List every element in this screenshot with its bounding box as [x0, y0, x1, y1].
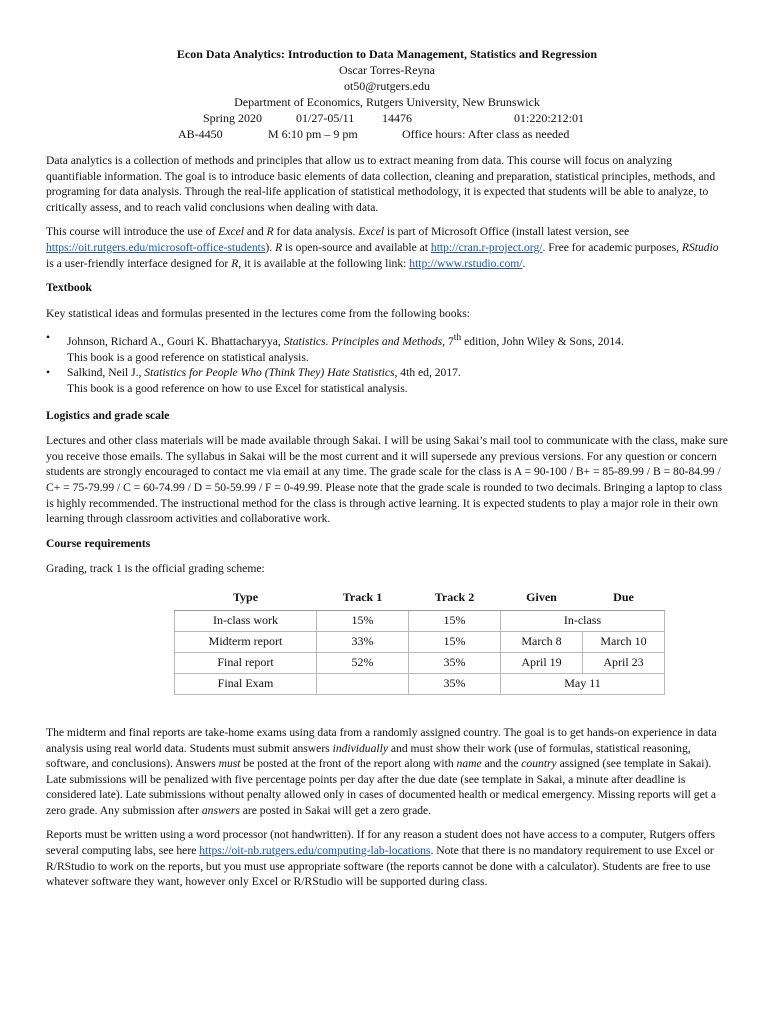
- table-cell: May 11: [501, 673, 665, 694]
- course-header: [46, 46, 728, 142]
- table-cell: March 10: [583, 631, 665, 652]
- text: be posted at the front of the report along with: [240, 757, 457, 771]
- r-term: R: [275, 240, 283, 254]
- instructor-email: ot50@rutgers.edu: [343, 79, 431, 93]
- table-cell: 52%: [317, 652, 409, 673]
- course-code: 01:220:212:01: [514, 111, 585, 125]
- location-row: [46, 126, 728, 142]
- emphasis: country: [521, 757, 557, 771]
- course-title: Econ Data Analytics: Introduction to Data Management, Statistics and Regression: [176, 47, 598, 61]
- logistics-paragraph: Lectures and other class materials will be made available through Sakai. I will be using Sakai’s mail tool to communicate with the class, make sure you receive those emails. The syllabus in Sakai will be the most current and it will supersede any previous versions. For any question or concern students are strongly encouraged to contact me via email at any time. The grade scale for the class is A = 90-100 / B+ = 85-89.99 / B = 80-84.99 / C+ = 75-79.99 / C = 60-74.99 / D = 50-59.99 / F = 0-49.99. Please note that the grade scale is rounded to two decimals. Bringing a laptop to class is highly recommended. The instructional method for the class is through active learning. It is expected students to play a major role in their own learning through classroom activities and collaborative work.: [46, 434, 728, 526]
- text: Reports must be written using a word processor (not handwritten). If for any reason a student does not have access to a computer, Rutgers offers several computing labs, see here: [46, 828, 716, 858]
- software-requirements-paragraph: [46, 827, 728, 889]
- table-cell: Final Exam: [175, 673, 317, 694]
- text: . Free for academic purposes,: [542, 240, 682, 254]
- class-time: M 6:10 pm – 9 pm: [268, 127, 358, 141]
- text: are posted in Sakai will get a zero grade.: [239, 803, 432, 817]
- text: and must show their work (use of formulas, statistical reasoning, software, and conclusions). Answers: [46, 741, 691, 771]
- text: and the: [481, 757, 522, 771]
- table-cell: In-class work: [175, 610, 317, 631]
- text: is a user-friendly interface designed for: [46, 256, 232, 270]
- logistics-heading: Logistics and grade scale: [46, 408, 170, 422]
- table-header-row: [175, 586, 665, 611]
- department: Department of Economics, Rutgers University, New Brunswick: [234, 95, 540, 109]
- table-cell: April 23: [583, 652, 665, 673]
- book-author: Salkind, Neil J.,: [67, 366, 145, 380]
- table-cell: Final report: [175, 652, 317, 673]
- bullet: •: [46, 331, 51, 345]
- emphasis: must: [218, 757, 241, 771]
- list-item: [46, 365, 728, 396]
- text: , 4th ed, 2017.: [394, 366, 461, 380]
- office-install-link[interactable]: https://oit.rutgers.edu/microsoft-office-students: [46, 240, 266, 254]
- computing-labs-link[interactable]: https://oit-nb.rutgers.edu/computing-lab-locations: [199, 844, 431, 858]
- book-title: Statistics for People Who (Think They) Hate Statistics: [144, 366, 395, 380]
- list-item: [46, 330, 728, 365]
- text: .: [522, 256, 526, 270]
- text: ).: [265, 240, 276, 254]
- requirements-heading: Course requirements: [46, 536, 151, 550]
- textbook-list: [46, 330, 728, 396]
- bullet: •: [46, 366, 51, 380]
- schedule-row: [46, 110, 728, 126]
- book-title: Statistics. Principles and Methods: [283, 335, 443, 349]
- text: This course will introduce the use of: [46, 225, 219, 239]
- term: Spring 2020: [203, 111, 263, 125]
- r-term: R: [266, 225, 274, 239]
- text: is open-source and available at: [282, 240, 431, 254]
- textbook-heading: Textbook: [46, 281, 92, 295]
- software-paragraph: [46, 224, 728, 271]
- table-cell: March 8: [501, 631, 583, 652]
- emphasis: name: [456, 757, 482, 771]
- grading-table: [174, 586, 665, 695]
- rstudio-term: RStudio: [681, 240, 719, 254]
- table-cell: 15%: [409, 610, 501, 631]
- text: . Note that there is no mandatory requirement to use Excel or R/RStudio to work on the reports, but you must use appropriate software (the reports cannot be done with a calculator). Students are free to use whatever software they want, however only Excel or R/RStudio will be supported during class.: [46, 844, 714, 889]
- reports-paragraph: [46, 725, 728, 819]
- r-term: R: [231, 256, 239, 270]
- emphasis: individually: [332, 741, 388, 755]
- table-cell: 35%: [409, 673, 501, 694]
- excel-term: Excel: [218, 225, 245, 239]
- emphasis: answers: [201, 803, 240, 817]
- text: , it is available at the following link:: [238, 256, 410, 270]
- table-cell: April 19: [501, 652, 583, 673]
- column-header: Type: [175, 586, 317, 611]
- column-header: Due: [583, 586, 665, 611]
- office-hours: Office hours: After class as needed: [402, 127, 570, 141]
- text: The midterm and final reports are take-home exams using data from a randomly assigned country. The goal is to get hands-on experience in data analysis using real world data. Students must submit answers: [46, 725, 717, 755]
- course-index: 14476: [382, 111, 412, 125]
- table-cell: Midterm report: [175, 631, 317, 652]
- column-header: Track 2: [409, 586, 501, 611]
- text: is part of Microsoft Office (install latest version, see: [384, 225, 630, 239]
- text: assigned (see template in Sakai). Late submissions will be penalized with five percentage points per day after the due date (see template in Sakai, a minute after deadline is considered late). Late submissions without penalty allowed only in cases of documented health or medical emergency. Missing reports will get a zero grade. Any submission after: [46, 757, 717, 817]
- instructor-name: Oscar Torres-Reyna: [339, 63, 435, 77]
- excel-term: Excel: [358, 225, 385, 239]
- text: for data analysis.: [273, 225, 359, 239]
- table-cell: In-class: [501, 610, 665, 631]
- column-header: Given: [501, 586, 583, 611]
- intro-paragraph: Data analytics is a collection of methods and principles that allow us to extract meaning from data. This course will focus on analyzing quantifiable information. The goal is to introduce basic elements of data collection, cleaning and preparation, statistical principles, methods, and programing for data analysis. Through the real-life application of statistical methodology, it is expected that students will be able to analyze, to critically assess, and to reach valid conclusions when dealing with data.: [46, 154, 716, 214]
- text: edition, John Wiley & Sons, 2014.: [461, 335, 624, 349]
- cran-link[interactable]: http://cran.r-project.org/: [430, 240, 543, 254]
- book-note: This book is a good reference on how to use Excel for statistical analysis.: [67, 381, 408, 395]
- grading-intro: Grading, track 1 is the official grading scheme:: [46, 562, 265, 576]
- table-cell: 15%: [317, 610, 409, 631]
- table-cell: [317, 673, 409, 694]
- text: , 7: [442, 335, 454, 349]
- textbook-intro: Key statistical ideas and formulas presented in the lectures come from the following books:: [46, 306, 471, 320]
- rstudio-link[interactable]: http://www.rstudio.com/: [409, 256, 523, 270]
- superscript: th: [453, 332, 462, 344]
- table-row: [175, 631, 665, 652]
- table-cell: 35%: [409, 652, 501, 673]
- table-row: [175, 652, 665, 673]
- table-row: [175, 610, 665, 631]
- room: AB-4450: [178, 127, 223, 141]
- table-cell: 15%: [409, 631, 501, 652]
- book-author: Johnson, Richard A., Gouri K. Bhattacharyya,: [67, 335, 284, 349]
- table-cell: 33%: [317, 631, 409, 652]
- table-row: [175, 673, 665, 694]
- text: and: [244, 225, 267, 239]
- column-header: Track 1: [317, 586, 409, 611]
- book-note: This book is a good reference on statistical analysis.: [67, 350, 309, 364]
- course-dates: 01/27-05/11: [296, 111, 355, 125]
